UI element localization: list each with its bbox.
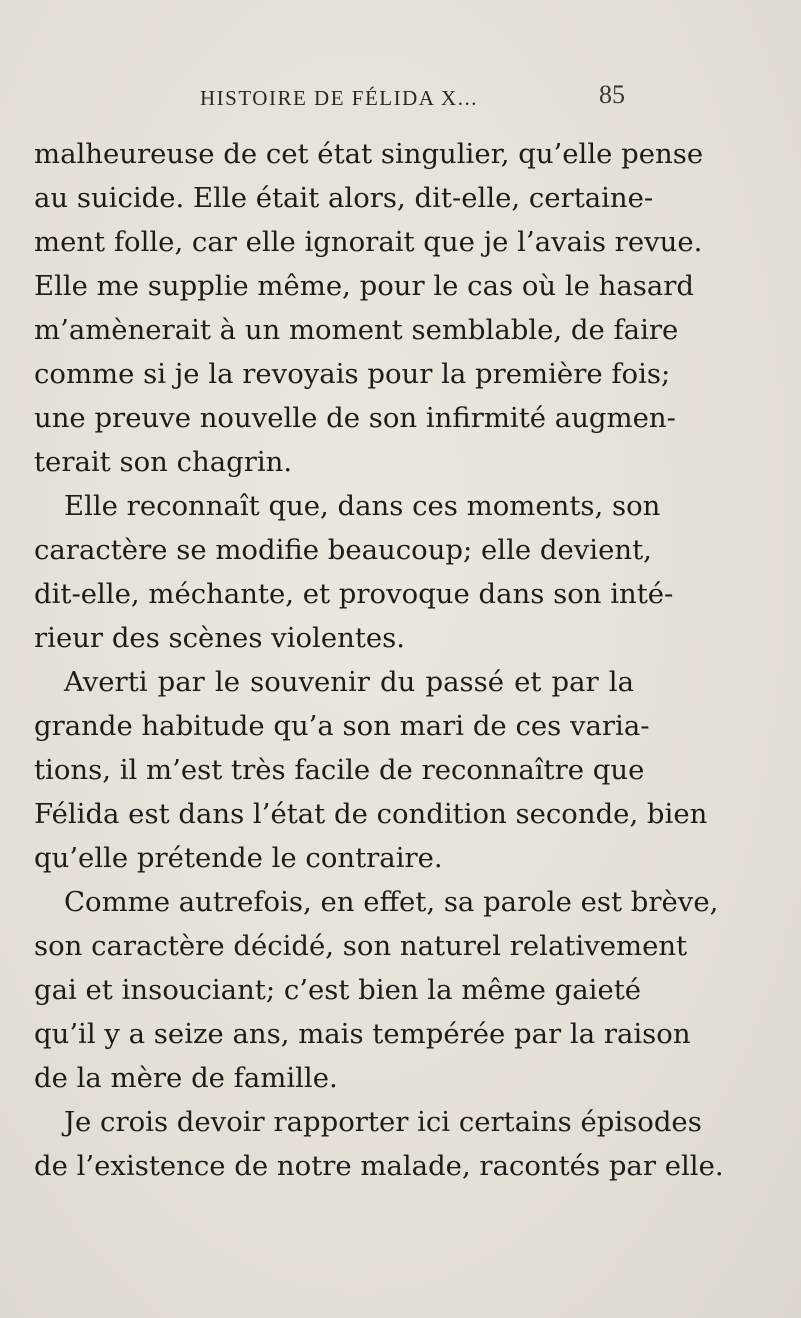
text-line: Je crois devoir rapporter ici certains épisodes (64, 1106, 702, 1138)
text-line: Elle reconnaît que, dans ces moments, son (64, 490, 661, 522)
text-line: de l’existence de notre malade, racontés par elle. (34, 1150, 724, 1182)
text-line: tions, il m’est très facile de reconnaître que (34, 754, 645, 786)
text-line: caractère se modifie beaucoup; elle devient, (34, 534, 652, 566)
body-text (34, 132, 724, 1188)
text-line: une preuve nouvelle de son infirmité augmen- (34, 402, 676, 434)
text-line: dit-elle, méchante, et provoque dans son inté- (34, 578, 674, 610)
text-line: malheureuse de cet état singulier, qu’elle pense (34, 138, 704, 170)
page-number: 85 (599, 80, 625, 109)
text-line: rieur des scènes violentes. (34, 622, 406, 654)
text-line: Comme autrefois, en effet, sa parole est brève, (64, 886, 719, 918)
text-line: gai et insouciant; c’est bien la même gaieté (34, 974, 642, 1006)
text-line: son caractère décidé, son naturel relativement (34, 930, 688, 962)
text-line: qu’il y a seize ans, mais tempérée par la raison (34, 1018, 691, 1050)
text-line: de la mère de famille. (34, 1062, 338, 1094)
text-line: terait son chagrin. (34, 446, 293, 478)
text-line: Averti par le souvenir du passé et par la (64, 666, 634, 698)
running-title: HISTOIRE DE FÉLIDA X... (200, 86, 478, 110)
text-line: Félida est dans l’état de condition seconde, bien (34, 798, 708, 830)
text-line: Elle me supplie même, pour le cas où le hasard (34, 270, 694, 302)
text-line: comme si je la revoyais pour la première fois; (34, 358, 671, 390)
text-line: au suicide. Elle était alors, dit-elle, certaine- (34, 182, 654, 214)
text-line: m’amènerait à un moment semblable, de faire (34, 314, 679, 346)
text-line: qu’elle prétende le contraire. (34, 842, 443, 874)
running-head (34, 80, 625, 126)
text-line: grande habitude qu’a son mari de ces varia- (34, 710, 650, 742)
text-line: ment folle, car elle ignorait que je l’avais revue. (34, 226, 703, 258)
